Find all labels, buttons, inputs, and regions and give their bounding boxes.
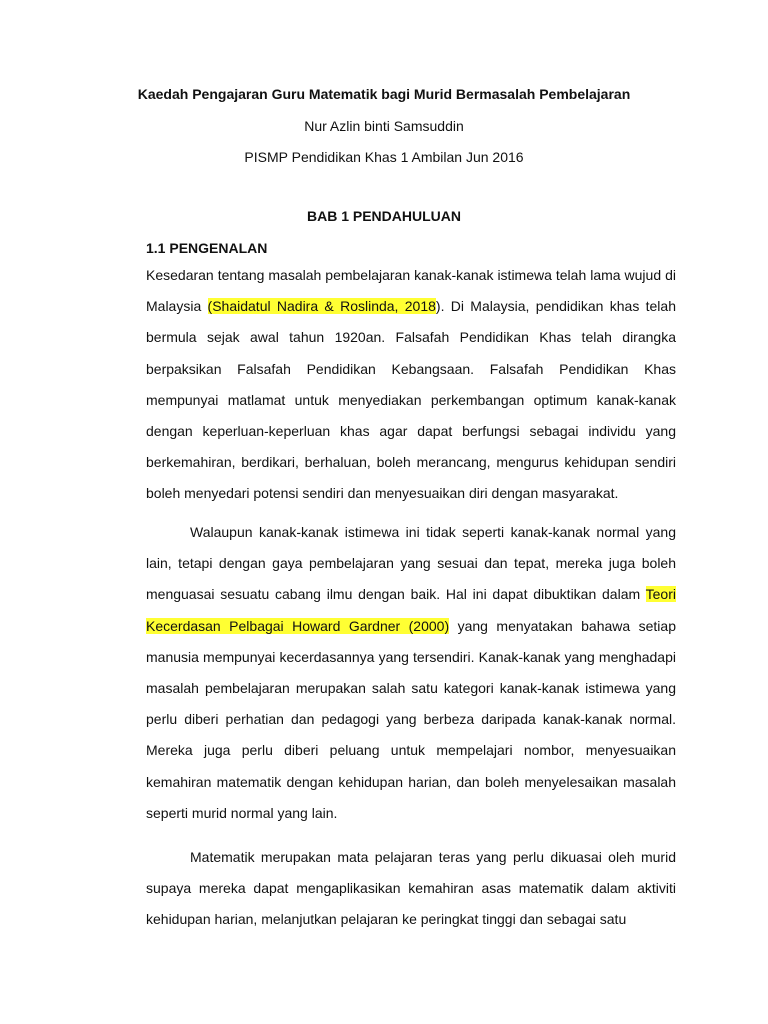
citation-highlight-2: Teori Kecerdasan Pelbagai Howard Gardner (2000) <box>146 586 676 634</box>
paragraph-1-text-start: Kesedaran tentang masalah pembelajaran kanak-kanak istimewa telah lama wujud di Malaysia <box>146 267 676 315</box>
citation-highlight-1: (Shaidatul Nadira & Roslinda, 2018 <box>207 298 436 315</box>
program-info: PISMP Pendidikan Khas 1 Ambilan Jun 2016 <box>244 149 524 165</box>
paragraph-2-text-start: Walaupun kanak-kanak istimewa ini tidak seperti kanak-kanak normal yang lain, tetapi dengan gaya pembelajaran yang sesuai dan tepat, mereka juga boleh menguasai sesuatu cabang ilmu dengan baik. Hal ini dapat dibuktikan dalam <box>146 524 676 603</box>
paragraph-1-text-end: ). Di Malaysia, pendidikan khas telah bermula sejak awal tahun 1920an. Falsafah Pendidikan Khas telah dirangka berpaksikan Falsafah Pendidikan Kebangsaan. Falsafah Pendidikan Khas mempunyai matlamat untuk menyediakan perkembangan optimum kanak-kanak dengan keperluan-keperluan khas agar dapat berfungsi sebagai individu yang berkemahiran, berdikari, berhaluan, boleh merancang, mengurus kehidupan sendiri boleh menyedari potensi sendiri dan menyesuaikan diri dengan masyarakat. <box>146 298 676 502</box>
section-heading: 1.1 PENGENALAN <box>146 240 268 256</box>
paragraph-2-text-end: yang menyatakan bahawa setiap manusia mempunyai kecerdasannya yang tersendiri. Kanak-kanak yang menghadapi masalah pembelajaran merupakan salah satu kategori kanak-kanak istimewa yang perlu diberi perhatian dan pedagogi yang berbeza daripada kanak-kanak normal. Mereka juga perlu diberi peluang untuk mempelajari nombor, menyesuaikan kemahiran matematik dengan kehidupan harian, dan boleh menyelesaikan masalah seperti murid normal yang lain. <box>146 617 676 821</box>
paragraph-3: Matematik merupakan mata pelajaran teras yang perlu dikuasai oleh murid supaya mereka dapat mengaplikasikan kemahiran asas matematik dalam aktiviti kehidupan harian, melanjutkan pelajaran ke peringkat tinggi dan sebagai satu <box>146 849 676 928</box>
chapter-heading: BAB 1 PENDAHULUAN <box>306 208 461 224</box>
paragraph-1 <box>146 260 676 510</box>
author-name: Nur Azlin binti Samsuddin <box>304 118 464 134</box>
paragraph-2 <box>146 517 676 829</box>
document-title: Kaedah Pengajaran Guru Matematik bagi Murid Bermasalah Pembelajaran <box>137 86 631 102</box>
